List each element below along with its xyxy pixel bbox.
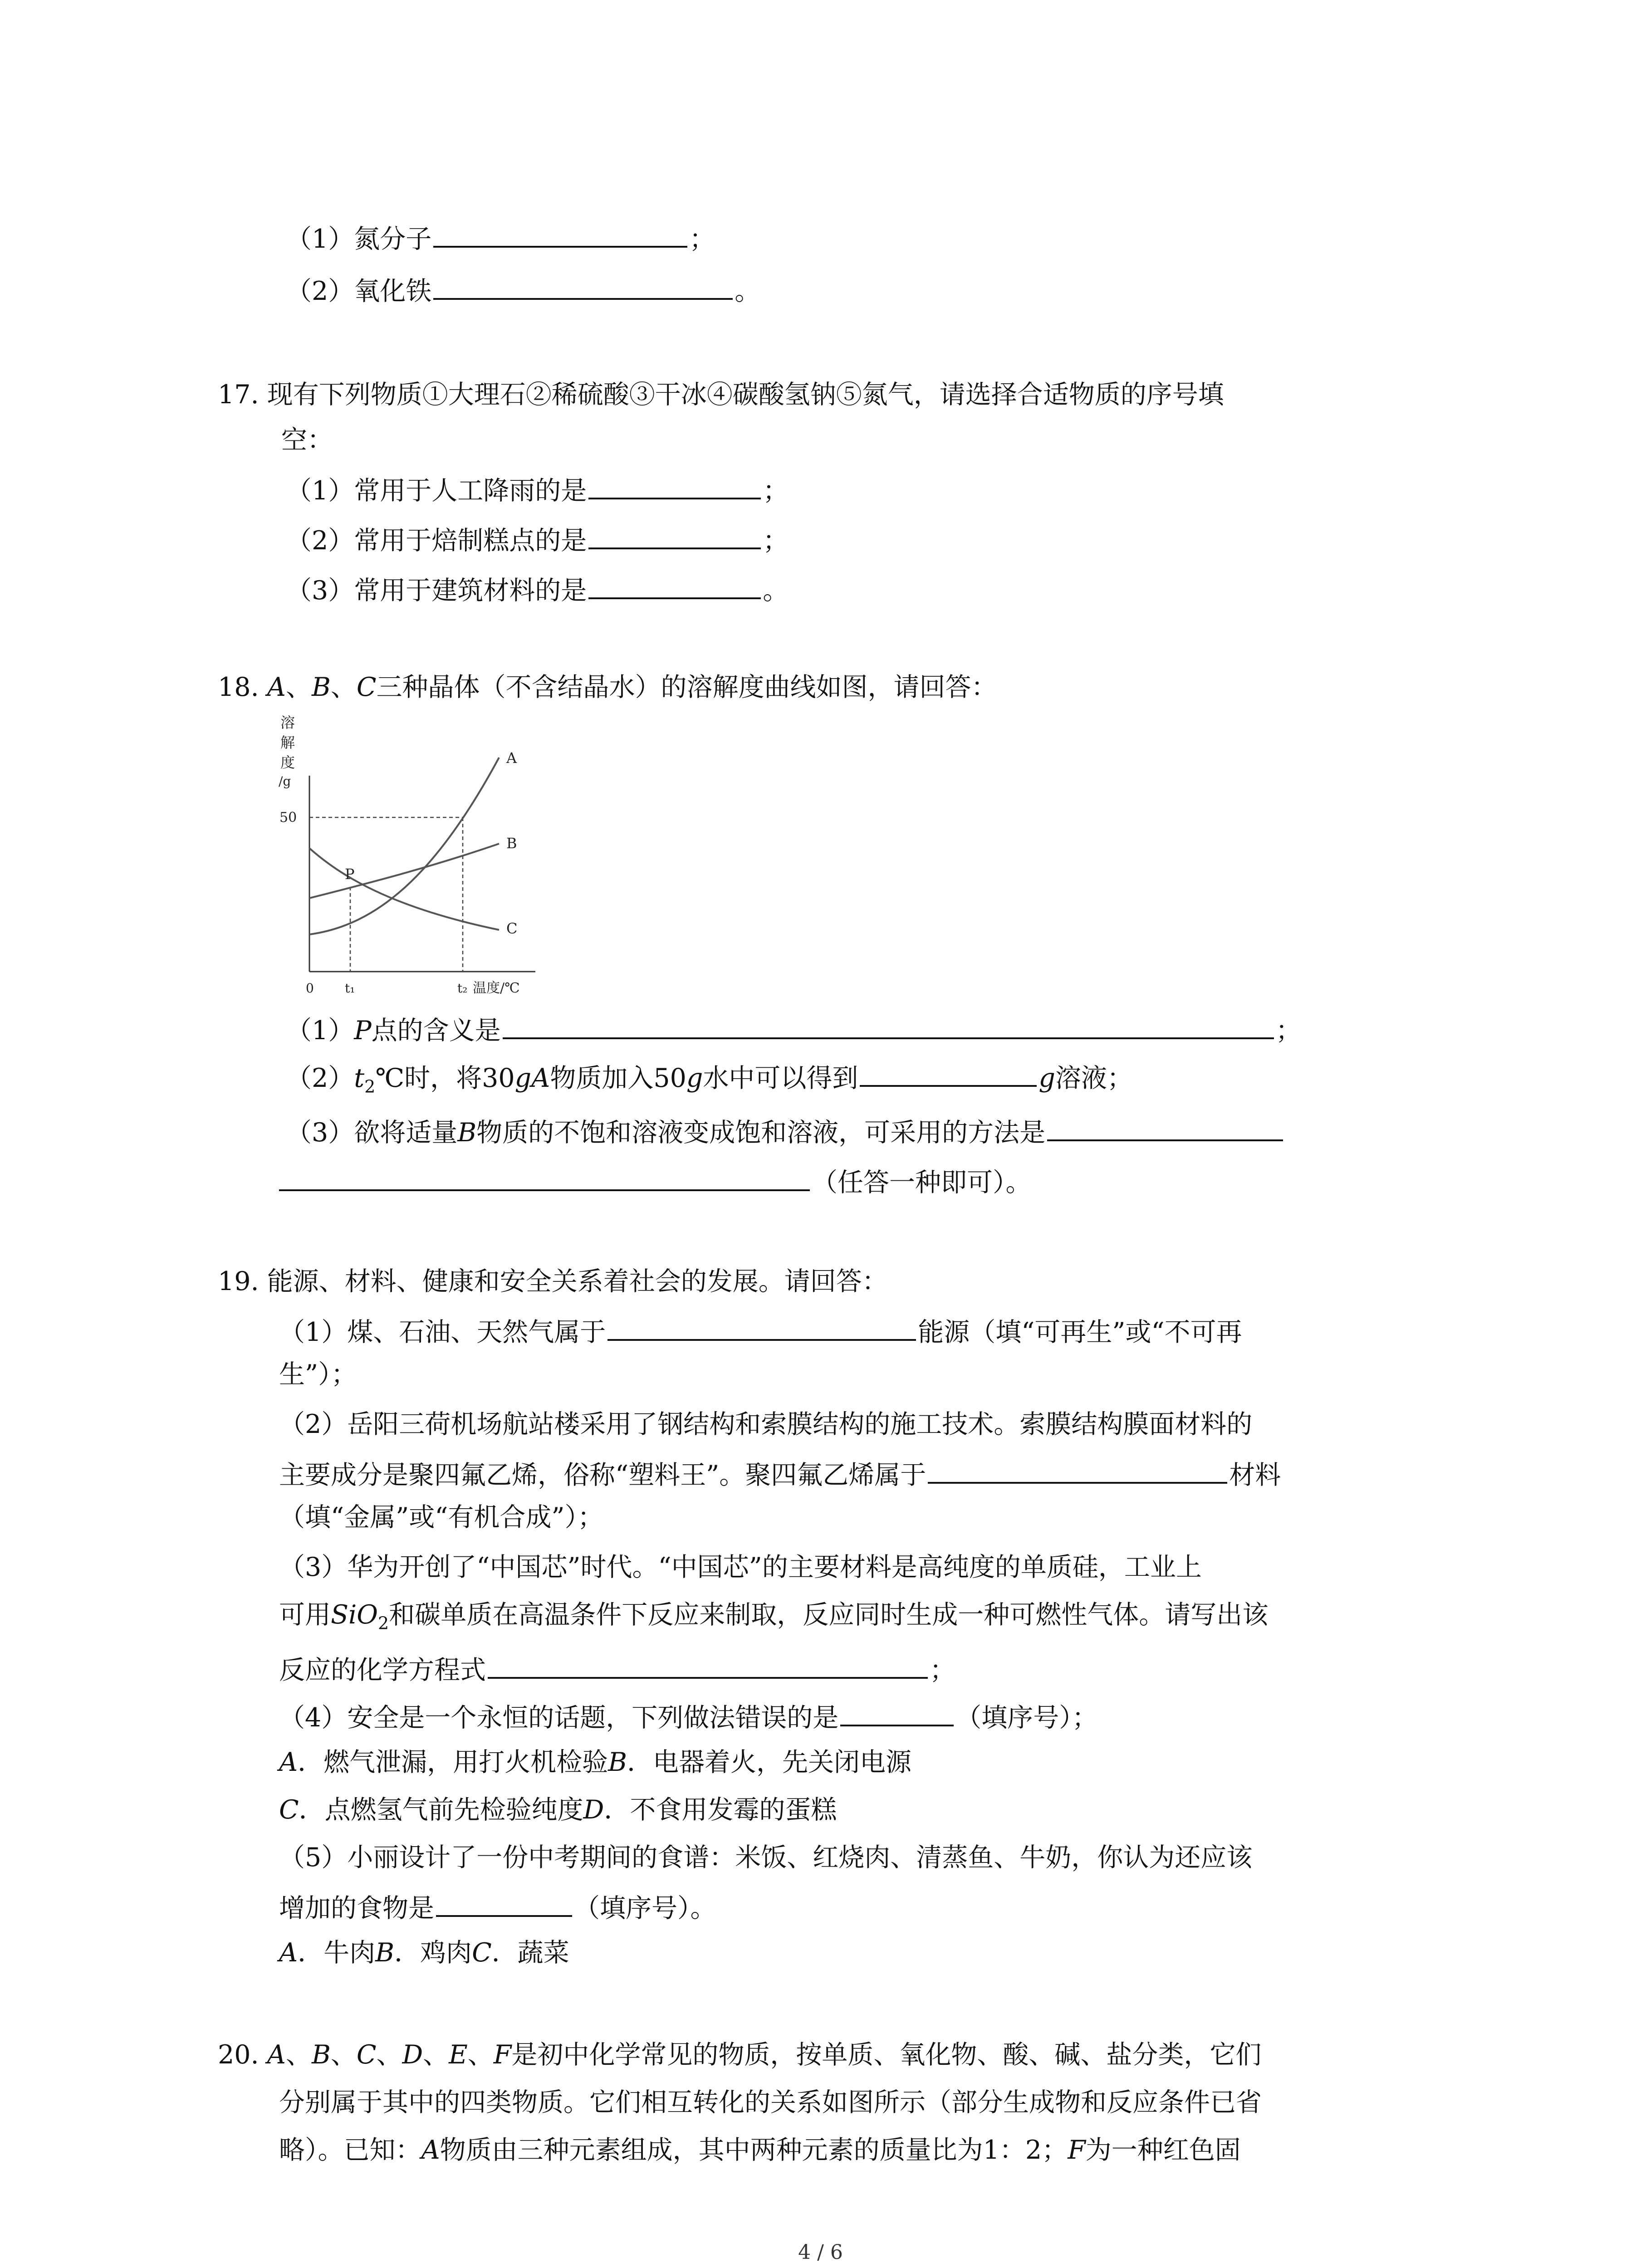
q20-line2: 分别属于其中的四类物质。它们相互转化的关系如图所示（部分生成物和反应条件已省 <box>279 2087 1262 2117</box>
y-axis-label <box>279 714 295 789</box>
q16-item2: （2）氧化铁 。 <box>286 270 760 309</box>
q18-item2: $(2)t_2℃$时，将30gA物质加入50g水中可以得到 g溶液； <box>286 1057 1133 1105</box>
q17-item3: （3）常用于建筑材料的是 。 <box>286 569 789 609</box>
q17-item2: （2）常用于焙制糕点的是 ； <box>286 519 789 559</box>
q16-item2-blank[interactable] <box>433 270 733 300</box>
q18-stem: 18. A、B、C三种晶体（不含结晶水）的溶解度曲线如图，请回答： <box>218 672 997 702</box>
q19-item3-line3: 反应的化学方程式 ； <box>279 1649 955 1688</box>
label-curve-A: A <box>506 749 517 767</box>
y-tick-50: 50 <box>279 810 297 826</box>
q17-stem-line1: 17. 现有下列物质①大理石②稀硫酸③干冰④碳酸氢钠⑤氮气，请选择合适物质的序号填 <box>218 380 1224 410</box>
q19-item2-line1: （2）岳阳三荷机场航站楼采用了钢结构和索膜结构的施工技术。索膜结构膜面材料的 <box>279 1409 1253 1439</box>
q19-item2-line2: 主要成分是聚四氟乙烯，俗称“塑料王”。聚四氟乙烯属于 材料 <box>279 1454 1281 1493</box>
q19-item3-line1: （3）华为开创了“中国芯”时代。“中国芯”的主要材料是高纯度的单质硅，工业上 <box>279 1552 1202 1582</box>
q17-item1: （1）常用于人工降雨的是 ； <box>286 469 789 509</box>
q19-item2-blank[interactable] <box>928 1454 1227 1484</box>
q19-options-4-cd: C．点燃氢气前先检验纯度D．不食用发霉的蛋糕 <box>279 1795 837 1825</box>
q19-options-5: A．牛肉B．鸡肉C．蔬菜 <box>279 1938 569 1968</box>
q19-stem: 19. 能源、材料、健康和安全关系着社会的发展。请回答： <box>218 1266 888 1296</box>
q19-item5-blank[interactable] <box>436 1887 572 1917</box>
solubility-curve-figure <box>272 712 572 1002</box>
y-label-char-2: 解 <box>280 734 295 751</box>
q19-options-4-ab: A．燃气泄漏，用打火机检验B．电器着火，先关闭电源 <box>279 1747 912 1777</box>
q17-item3-blank[interactable] <box>588 569 761 599</box>
q17-stem-line2: 空： <box>281 425 333 455</box>
x-tick-t2: t₂ <box>457 981 468 996</box>
q19-item3-blank[interactable] <box>488 1649 928 1679</box>
origin-label: 0 <box>306 981 314 996</box>
label-point-P: P <box>345 865 355 883</box>
q18-item3-blank-a[interactable] <box>1047 1111 1283 1141</box>
q18-item3: （3）欲将适量B物质的不饱和溶液变成饱和溶液，可采用的方法是 <box>286 1111 1285 1151</box>
q16-item1-blank[interactable] <box>433 218 687 248</box>
q19-item1: （1）煤、石油、天然气属于 能源（填“可再生”或“不可再 <box>279 1311 1242 1350</box>
q17-item1-blank[interactable] <box>588 469 761 499</box>
x-axis-label: 温度/℃ <box>473 980 520 996</box>
q19-item2-line3: （填“金属”或“有机合成”）； <box>279 1502 604 1532</box>
x-tick-t1: t₁ <box>345 981 355 996</box>
q20-line3: 略）。已知：A物质由三种元素组成，其中两种元素的质量比为1：2；F为一种红色固 <box>279 2135 1241 2165</box>
q16-item1: （1）氮分子 ； <box>286 218 715 257</box>
y-label-unit: /g <box>279 774 291 789</box>
q19-item1-blank[interactable] <box>607 1311 916 1341</box>
q17-item2-blank[interactable] <box>588 519 761 549</box>
q18-item1: （1）P点的含义是 ； <box>286 1009 1302 1049</box>
q18-item1-blank[interactable] <box>503 1009 1274 1039</box>
q19-item4-blank[interactable] <box>840 1696 954 1726</box>
q18-item2-blank[interactable] <box>860 1057 1037 1087</box>
label-curve-B: B <box>506 835 517 852</box>
curve-A <box>309 758 499 934</box>
q20-line1: 20. A、B、C、D、E、F是初中化学常见的物质，按单质、氧化物、酸、碱、盐分类，它们 <box>218 2040 1262 2070</box>
q19-item4: （4）安全是一个永恒的话题，下列做法错误的是 （填序号）； <box>279 1696 1098 1736</box>
q18-item3-blank-b[interactable] <box>279 1161 810 1191</box>
q19-item5-line1: （5）小丽设计了一份中考期间的食谱：米饭、红烧肉、清蒸鱼、牛奶，你认为还应该 <box>279 1843 1253 1872</box>
page-number: 4 / 6 <box>798 2241 843 2264</box>
q19-item3-line2: 可用SiO$_2$和碳单质在高温条件下反应来制取，反应同时生成一种可燃性气体。请写出该 <box>279 1600 1269 1633</box>
label-curve-C: C <box>506 920 518 937</box>
y-label-char-1: 溶 <box>280 714 295 731</box>
q18-item3-cont: （任答一种即可）。 <box>279 1161 1032 1201</box>
q19-item5-line2: 增加的食物是 （填序号）。 <box>279 1887 716 1926</box>
q19-item1-cont: 生”）； <box>279 1359 357 1389</box>
y-label-char-3: 度 <box>280 754 295 771</box>
